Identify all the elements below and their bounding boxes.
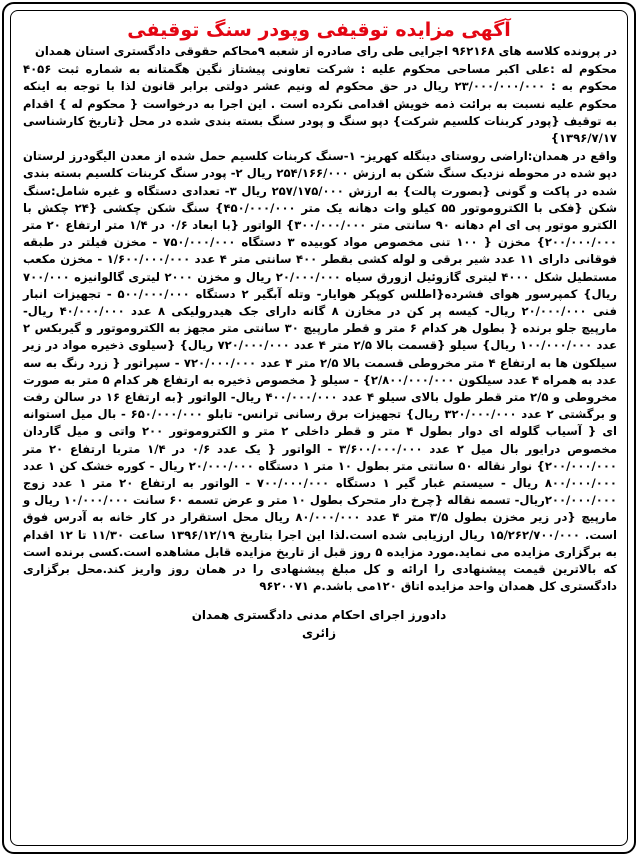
footer-officer-title: دادورز اجرای احکام مدنی دادگستری همدان xyxy=(191,607,447,622)
notice-footer xyxy=(11,606,627,642)
footer-officer-name: زائری xyxy=(302,625,336,640)
notice-frame xyxy=(2,2,636,854)
notice-inner-border xyxy=(10,10,628,846)
notice-paragraph-parties: محکوم له :علی اکبر مساحی محکوم علیه : شرکت تعاونی پیشتاز نگین هگمتانه به شماره ثبت ۴۰۵۶ محکوم به : ۲۳/۰۰۰/۰۰۰/۰۰۰ ریال در حق محکوم له ونیم عشر دولتی برابر قانون لذا با توجه به اینکه محکوم علیه نسبت به برائت ذمه خویش اقدامی نکرده است . این اجرا به درخواست { محکوم له } اقدام به توقیف {پودر کربنات کلسیم شرکت} دپو سنگ و پودر سنگ بسته بندی شده در محل {تاریخ کارشناسی ۱۳۹۶/۷/۱۷} xyxy=(23,62,618,146)
notice-body xyxy=(11,43,627,596)
notice-paragraph-case: در پرونده کلاسه های ۹۶۲۱۶۸ اجرایی طی رای صادره از شعبه ۹محاکم حقوقی دادگستری استان همدان xyxy=(34,44,617,58)
notice-paragraph-items: واقع در همدان:اراضی روستای دینگله کهریز- ۱-سنگ کربنات کلسیم حمل شده از معدن الیگودرز لرستان دپو شده در محوطه نزدیک سنگ شکن به ارزش ۲۵۴/۱۶۶/۰۰۰ ریال ۲- پودر سنگ کربنات کلسیم بسته بندی شده در پاکت و گونی {بصورت پالت} به ارزش ۲۵۷/۱۷۵/۰۰۰ ریال ۳- تعدادی دستگاه و غیره شامل:سنگ شکن {فکی با الکتروموتور ۵۵ کیلو وات دهانه یک متر ۴۵۰/۰۰۰/۰۰۰} سنگ شکن چکشی {۲۴ چکش با الکترو موتور پی ای ام دهانه ۹۰ سانتی متر ۳۰۰/۰۰۰/۰۰۰} الواتور {با ابعاد ۰/۶ در ۱/۴ متر ارتفاع ۲۰ متر ۲۰۰/۰۰۰/۰۰۰} مخزن { ۱۰۰ تنی مخصوص مواد کوبیده ۳ دستگاه ۷۵۰/۰۰۰/۰۰۰ - مخزن فیلتر در طبقه فوقانی دارای ۱۱ عدد شیر برقی و لوله کشی بقطر ۴۰۰ سانتی متر ۴ عدد ۱/۶۰۰/۰۰۰/۰۰۰ - مخزن مکعب مستطیل شکل ۴۰۰۰ لیتری گازوئیل ازورق سیاه ۲۰/۰۰۰/۰۰۰ ریال و مخزن ۲۰۰۰ لیتری گالوانیزه ۷۰۰/۰۰۰ ریال} کمپرسور هوای فشرده{اطلس کوپکر هوایار- وتله آبگیر ۲ دستگاه ۵۰۰/۰۰۰/۰۰۰ - تجهیزات انبار فنی ۲۰/۰۰۰/۰۰۰ ریال- کیسه پر کن در مخازن ۸ گانه دارای جک هیدرولیکی ۸ عدد ۴۰/۰۰۰/۰۰۰ ریال- مارپیچ جلو برنده { بطول هر کدام ۶ متر و قطر مارپیچ ۳۰ سانتی متر مجهز به الکتروموتور و گیربکس ۲ عدد ۱۰۰/۰۰۰/۰۰۰ ریال} سیلو {قسمت بالا ۲/۵ متر ۴ عدد ۷۲۰/۰۰۰/۰۰۰ ریال} {سیلوی ذخیره مواد در زیر سیلکون ها به ارتفاع ۴ متر مخروطی قسمت بالا ۲/۵ متر ۴ عدد ۷۲۰/۰۰۰/۰۰۰ - سپراتور { زرد رنگ به سه عدد به همراه ۴ عدد سیلکون ۲/۸۰۰/۰۰۰/۰۰۰} - سیلو { مخصوص ذخیره به ارتفاع هر کدام ۵ متر به صورت مخروطی و ۲/۵ متر قطر طول بالای سیلو ۴ عدد ۴۰۰/۰۰۰/۰۰۰ ریال- الواتور {به ارتفاع ۱۶ در سالن رفت و برگشتی ۲ عدد ۳۲۰/۰۰۰/۰۰۰ ریال} تجهیزات برق رسانی ترانس- تابلو ۶۵۰/۰۰۰/۰۰۰ - بال میل استوانه ای { آسیاب گلوله ای دوار بطول ۴ متر و قطر داخلی ۲ متر و الکتروموتور ۲۰۰ واتی و میل گاردان مخصوص درایور بال میل ۲ عدد ۳/۶۰۰/۰۰۰/۰۰۰ - الواتور { یک عدد ۰/۶ در ۱/۴ متربا ارتفاع ۲۰ متر ۲۰۰/۰۰۰/۰۰۰} نوار نقاله ۵۰ سانتی متر بطول ۱۰ متر ۱ دستگاه ۲۰/۰۰۰/۰۰۰ ریال - کوره خشک کن ۱ عدد ۸۰۰/۰۰۰/۰۰۰ ریال - سیستم غبار گیر ۱ دستگاه ۷۰۰/۰۰۰/۰۰۰ - الواتور به ارتفاع ۲۰ متر ۱ عدد زوج ۲۰۰/۰۰۰/۰۰۰ریال- تسمه نقاله {چرخ دار متحرک بطول ۱۰ متر و عرض تسمه ۶۰ سانت ۱۰/۰۰۰/۰۰۰ ریال و مارپیچ {در زیر مخزن بطول ۳/۵ متر ۴ عدد ۸۰/۰۰۰/۰۰۰ ریال محل استقرار در کار خانه به آدرس فوق است. ۱۵/۲۶۲/۷۰۰/۰۰۰ ریال ارزیابی شده است.لذا این اجرا بتاریخ ۱۳۹۶/۱۲/۱۹ ساعت ۱۱/۳۰ تا ۱۲ اقدام به برگزاری مزایده می نماید.مورد مزایده ۵ روز قبل از تاریخ مزایده قابل مشاهده است.کسی برنده است که بالاترین قیمت پیشنهادی را ارائه و کل مبلغ پیشنهادی را در همان روز واریز کند.محل برگزاری دادگستری کل همدان واحد مزایده اتاق ۱۲۰می باشد.م ۹۶۲۰۰۷۱ xyxy=(23,149,618,594)
notice-title: آگهی مزایده توقیفی وپودر سنگ توقیفی xyxy=(127,19,511,41)
